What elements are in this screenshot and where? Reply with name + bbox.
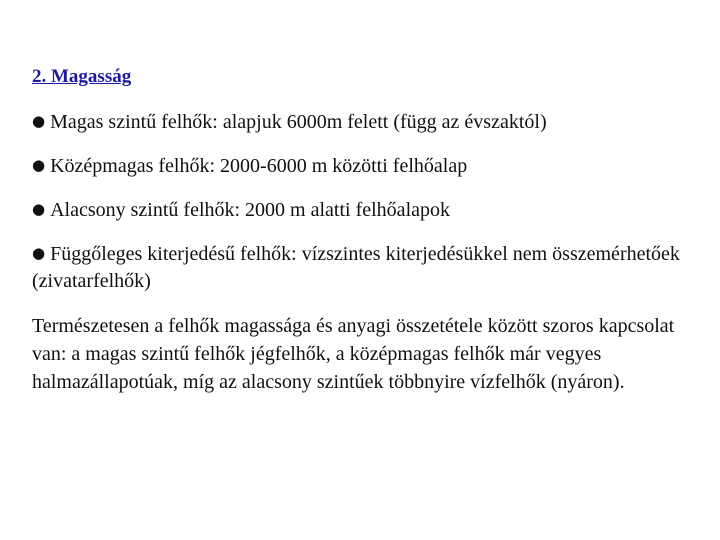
section-heading: 2. Magasság xyxy=(32,66,132,87)
bullet-item-vertical-clouds xyxy=(32,240,692,295)
summary-paragraph: Természetesen a felhők magassága és anyagi összetétele között szoros kapcsolat van: a magas szintű felhők jégfelhők, a középmagas felhők már vegyes halmazállapotúak, míg az alacsony szintűek többnyire vízfelhők (nyáron). xyxy=(32,315,675,393)
bullet-text: Függőleges kiterjedésű felhők: vízszintes kiterjedésükkel nem összemérhetőek (zivatarfelhők) xyxy=(32,243,680,292)
bullet-dot-icon: ● xyxy=(32,200,46,218)
bullet-text: Középmagas felhők: 2000-6000 m közötti felhőalap xyxy=(50,155,468,177)
bullet-text: Alacsony szintű felhők: 2000 m alatti felhőalapok xyxy=(50,199,450,221)
bullet-text: Magas szintű felhők: alapjuk 6000m felett (függ az évszaktól) xyxy=(50,111,547,133)
bullet-item-mid-clouds xyxy=(32,152,692,180)
bullet-list xyxy=(32,108,692,311)
bullet-item-high-clouds xyxy=(32,108,692,136)
bullet-dot-icon: ● xyxy=(32,244,46,262)
bullet-dot-icon: ● xyxy=(32,156,46,174)
bullet-item-low-clouds xyxy=(32,196,692,224)
bullet-dot-icon: ● xyxy=(32,112,46,130)
